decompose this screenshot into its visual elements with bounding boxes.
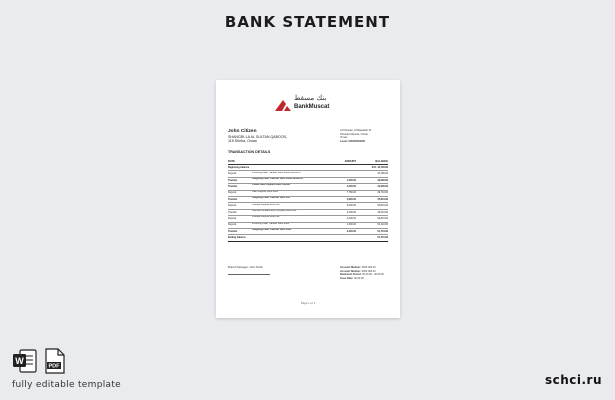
row-date: Deposit bbox=[228, 204, 237, 208]
row-date: Transfer bbox=[228, 229, 238, 233]
bank-logo-text: BankMuscat bbox=[294, 104, 330, 110]
ending-balance-row bbox=[228, 235, 388, 241]
row-description: Incoming Cash Transfer Ref# 0000 bbox=[252, 222, 290, 225]
row-date: Deposit bbox=[228, 191, 237, 195]
row-balance: 52,810.82 bbox=[377, 216, 388, 220]
account-number: 0000 000 00 bbox=[361, 266, 376, 269]
beginning-label: Beginning balance bbox=[228, 165, 250, 169]
row-amount: 6,000.00 bbox=[346, 204, 356, 208]
signature-line bbox=[228, 274, 270, 275]
transaction-details-title: TRANSACTION DETAILS bbox=[228, 150, 271, 154]
row-date: Transfer bbox=[228, 210, 237, 214]
row-amount: 2,400.00 bbox=[346, 229, 356, 233]
row-description: Cheque Deposit Ref# 000 bbox=[252, 203, 280, 206]
statement-period-label: Statement Period: bbox=[340, 273, 362, 276]
row-balance: 49,710.82 bbox=[377, 191, 388, 195]
row-balance: 49,610.82 bbox=[377, 210, 388, 214]
row-date: Transfer bbox=[228, 184, 238, 188]
column-balance: BALANCE bbox=[375, 160, 388, 163]
template-caption: fully editable template bbox=[12, 380, 121, 390]
row-description: Incoming Cash Transfer Ref# 00000 WILAYAT bbox=[252, 171, 302, 174]
row-date: Transfer bbox=[228, 178, 238, 182]
issue-date: 00.00.00 bbox=[354, 276, 364, 280]
row-amount: 3,200.00 bbox=[346, 216, 356, 220]
page-title: BANK STATEMENT bbox=[224, 13, 391, 31]
bank-logo-arabic: بنك مسقط bbox=[294, 94, 327, 102]
bank-logo bbox=[272, 94, 344, 116]
account-number-label: Account Number: bbox=[340, 266, 361, 269]
customer-block bbox=[228, 129, 328, 143]
row-description: Payment to Electricity Company Ref# 000 bbox=[252, 210, 297, 213]
account-holder: 0000 000 00 bbox=[361, 269, 376, 273]
column-date: DATE bbox=[228, 160, 235, 163]
row-amount: 1,300.00 bbox=[346, 223, 356, 227]
row-date: Deposit bbox=[228, 172, 237, 176]
row-balance: 44,180.82 bbox=[377, 172, 388, 176]
bank-address-line: Oman bbox=[340, 136, 348, 140]
issue-date-label: Issue Date: bbox=[340, 276, 354, 280]
statement-document bbox=[216, 80, 400, 318]
page-number: Page 1 of 1 bbox=[300, 301, 316, 305]
word-badge-label: W bbox=[15, 356, 24, 366]
bank-address-line: Khuwair Muscat, Oman bbox=[340, 132, 368, 136]
manager-block bbox=[228, 266, 270, 275]
row-amount: 7,780.00 bbox=[346, 191, 356, 195]
pdf-badge-label: PDF bbox=[48, 363, 60, 370]
site-watermark: schci.ru bbox=[544, 373, 602, 387]
row-description: Outgoing Cash Transfer Ref# 00000 WILAYAT bbox=[252, 178, 304, 181]
bank-address-block bbox=[340, 129, 394, 144]
row-balance: 54,110.82 bbox=[377, 223, 388, 227]
row-balance: 51,710.82 bbox=[377, 229, 388, 233]
bank-address-line: Level: 00000000000 bbox=[340, 140, 365, 144]
row-description: Credit Card Payment Ref# 000000 bbox=[252, 184, 291, 187]
account-summary bbox=[340, 266, 394, 280]
ending-label: Ending balance bbox=[228, 236, 246, 240]
row-amount: 1,000.00 bbox=[346, 184, 356, 188]
row-date: Deposit bbox=[228, 223, 237, 227]
row-amount: 4,200.00 bbox=[346, 210, 356, 214]
transaction-table bbox=[228, 159, 388, 242]
row-date: Deposit bbox=[228, 216, 237, 220]
row-date: Transfer bbox=[228, 197, 238, 201]
row-description: Outgoing Cash Transfer Ref# 000 bbox=[252, 197, 290, 200]
row-balance: 41,930.82 bbox=[377, 184, 388, 188]
bank-logo-icon bbox=[274, 98, 292, 112]
customer-name: John Citizen bbox=[228, 129, 257, 134]
format-badges bbox=[12, 348, 72, 374]
row-balance: 42,930.82 bbox=[377, 178, 388, 182]
beginning-balance: R.O. 42,730.82 bbox=[371, 165, 388, 169]
branch-manager: Branch Manager: John Smith bbox=[228, 266, 263, 269]
customer-address-2: 115 Sheba, Oman bbox=[228, 139, 257, 143]
word-file-icon bbox=[12, 348, 37, 374]
row-amount: 1,900.00 bbox=[346, 197, 356, 201]
customer-address-1: SHANGRI-LA AL SULTAN QABOOS, bbox=[228, 134, 288, 139]
row-description: Cheque Deposit Ref# 000 bbox=[252, 216, 280, 219]
row-description: Cash Deposit Ref# 0000 bbox=[252, 190, 279, 193]
row-balance: 53,810.82 bbox=[377, 204, 388, 208]
statement-period: 00.00.00 - 00.00.00 bbox=[362, 273, 384, 276]
bank-address-line: Al Khuwair, Al Mawaleh St bbox=[340, 129, 372, 132]
pdf-file-icon bbox=[44, 348, 65, 374]
row-description: Outgoing Cash Transfer Ref# 0000 bbox=[252, 229, 292, 232]
row-balance: 47,810.82 bbox=[377, 197, 388, 201]
account-holder-label: Account Number: bbox=[340, 269, 361, 273]
column-amount: AMOUNT bbox=[344, 160, 356, 163]
row-amount: 1,250.00 bbox=[346, 178, 356, 182]
ending-balance: 51,710.82 bbox=[377, 236, 388, 240]
